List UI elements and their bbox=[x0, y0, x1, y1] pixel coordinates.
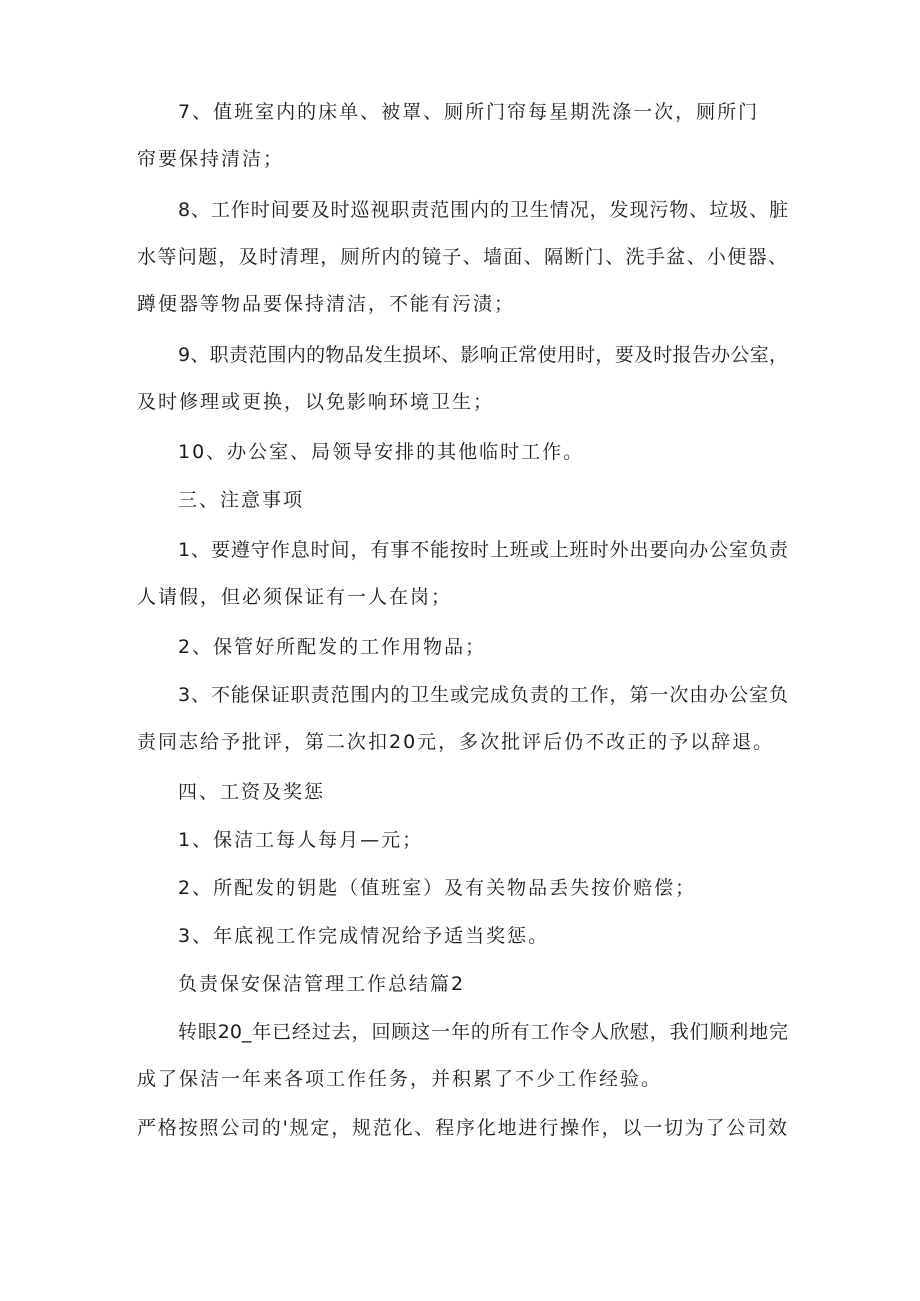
paragraph-line: 成了保洁一年来各项工作任务，并积累了不少工作经验。 bbox=[137, 1068, 663, 1090]
paragraph-line: 转眼20_年已经过去，回顾这一年的所有工作令人欣慰，我们顺利地完 bbox=[178, 1021, 788, 1043]
paragraph-line: 水等问题，及时清理，厕所内的镜子、墙面、隔断门、洗手盆、小便器、 bbox=[137, 246, 787, 268]
paragraph-line: 严格按照公司的'规定，规范化、程序化地进行操作，以一切为了公司效 bbox=[137, 1117, 787, 1139]
paragraph-line: 2、所配发的钥匙（值班室）及有关物品丢失按价赔偿； bbox=[178, 877, 697, 899]
paragraph-line: 7、值班室内的床单、被罩、厕所门帘每星期洗涤一次，厕所门 bbox=[178, 101, 760, 123]
section-heading: 三、注意事项 bbox=[178, 489, 305, 511]
paragraph-line: 1、要遵守作息时间，有事不能按时上班或上班时外出要向办公室负责 bbox=[178, 539, 788, 561]
paragraph-line: 帘要保持清洁； bbox=[137, 148, 285, 170]
paragraph-line: 3、不能保证职责范围内的卫生或完成负责的工作，第一次由办公室负 bbox=[178, 684, 788, 706]
paragraph-line: 8、工作时间要及时巡视职责范围内的卫生情况，发现污物、垃圾、脏 bbox=[178, 199, 788, 221]
paragraph-line: 9、职责范围内的物品发生损坏、影响正常使用时，要及时报告办公室， bbox=[178, 344, 788, 366]
paragraph-line: 责同志给予批评，第二次扣20元，多次批评后仍不改正的予以辞退。 bbox=[137, 731, 775, 753]
paragraph-line: 蹲便器等物品要保持清洁，不能有污渍； bbox=[137, 293, 516, 315]
article-title: 负责保安保洁管理工作总结篇2 bbox=[178, 973, 466, 995]
paragraph-line: 及时修理或更换，以免影响环境卫生； bbox=[137, 391, 495, 413]
paragraph-line: 人请假，但必须保证有一人在岗； bbox=[137, 586, 453, 608]
paragraph-line: 3、年底视工作完成情况给予适当奖惩。 bbox=[178, 925, 550, 947]
section-heading: 四、工资及奖惩 bbox=[178, 781, 326, 803]
paragraph-line: 10、办公室、局领导安排的其他临时工作。 bbox=[178, 441, 585, 463]
paragraph-line: 2、保管好所配发的工作用物品； bbox=[178, 636, 487, 658]
paragraph-line: 1、保洁工每人每月—元； bbox=[178, 829, 424, 851]
